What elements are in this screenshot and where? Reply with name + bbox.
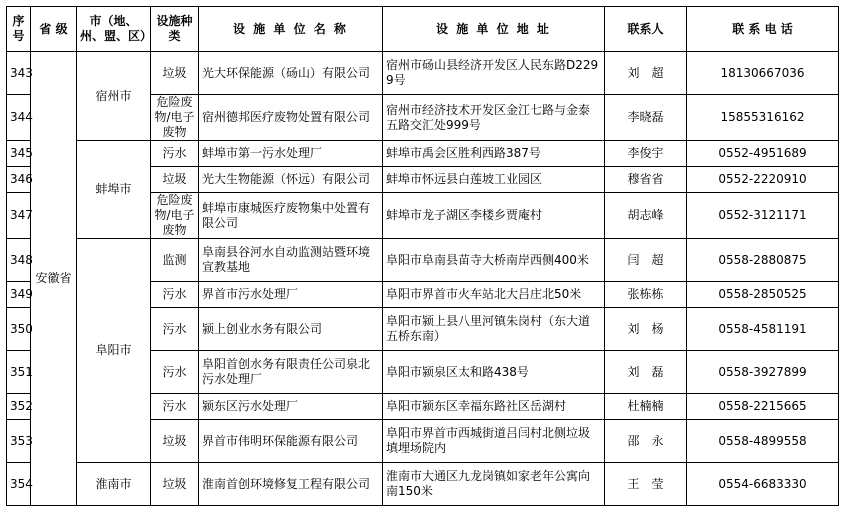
city-cell-huainan: 淮南市 [77,463,151,506]
row-type: 污水 [151,308,199,351]
row-type: 垃圾 [151,52,199,95]
row-seq: 351 [7,351,31,394]
row-type: 垃圾 [151,463,199,506]
row-name: 阜阳首创水务有限责任公司泉北污水处理厂 [199,351,383,394]
header-seq: 序号 [7,7,31,52]
row-type: 危险废物/电子废物 [151,193,199,239]
row-address: 蚌埠市禹会区胜利西路387号 [383,141,605,167]
row-name: 界首市伟明环保能源有限公司 [199,420,383,463]
row-name: 蚌埠市康城医疗废物集中处置有限公司 [199,193,383,239]
city-cell-bengbu: 蚌埠市 [77,141,151,239]
row-name: 宿州德邦医疗废物处置有限公司 [199,95,383,141]
row-name: 阜南县谷河水自动监测站暨环境宣教基地 [199,239,383,282]
row-seq: 347 [7,193,31,239]
header-city: 市（地、州、盟、区） [77,7,151,52]
row-contact: 邵 永 [605,420,687,463]
row-address: 阜阳市界首市火车站北大吕庄北50米 [383,282,605,308]
row-type: 污水 [151,351,199,394]
row-contact: 王 莹 [605,463,687,506]
row-phone: 0558-2850525 [687,282,839,308]
row-type: 危险废物/电子废物 [151,95,199,141]
row-address: 阜阳市颍泉区太和路438号 [383,351,605,394]
row-contact: 刘 超 [605,52,687,95]
row-contact: 刘 磊 [605,351,687,394]
header-name: 设 施 单 位 名 称 [199,7,383,52]
row-phone: 0558-2215665 [687,394,839,420]
row-phone: 18130667036 [687,52,839,95]
row-phone: 0558-4581191 [687,308,839,351]
row-type: 污水 [151,141,199,167]
row-contact: 刘 杨 [605,308,687,351]
row-phone: 0558-3927899 [687,351,839,394]
row-address: 阜阳市颍东区幸福东路社区岳湖村 [383,394,605,420]
table-row [7,463,839,506]
row-seq: 345 [7,141,31,167]
row-name: 颍上创业水务有限公司 [199,308,383,351]
row-address: 宿州市砀山县经济开发区人民东路D2299号 [383,52,605,95]
table-row [7,141,839,167]
row-address: 阜阳市阜南县苗寺大桥南岸西侧400米 [383,239,605,282]
row-seq: 354 [7,463,31,506]
row-seq: 346 [7,167,31,193]
row-contact: 穆省省 [605,167,687,193]
row-phone: 0558-2880875 [687,239,839,282]
header-province: 省 级 [31,7,77,52]
header-contact: 联系人 [605,7,687,52]
header-row [7,7,839,52]
row-address: 宿州市经济技术开发区金江七路与金泰五路交汇处999号 [383,95,605,141]
row-name: 光大生物能源（怀远）有限公司 [199,167,383,193]
row-contact: 胡志峰 [605,193,687,239]
row-address: 蚌埠市怀远县白莲坡工业园区 [383,167,605,193]
row-address: 阜阳市界首市西城街道吕闫村北侧垃圾填埋场院内 [383,420,605,463]
row-seq: 352 [7,394,31,420]
row-type: 垃圾 [151,420,199,463]
row-name: 蚌埠市第一污水处理厂 [199,141,383,167]
row-seq: 349 [7,282,31,308]
facility-table [6,6,839,506]
row-seq: 348 [7,239,31,282]
row-seq: 353 [7,420,31,463]
header-address: 设 施 单 位 地 址 [383,7,605,52]
row-contact: 李晓磊 [605,95,687,141]
city-cell-suzhou: 宿州市 [77,52,151,141]
row-phone: 15855316162 [687,95,839,141]
row-address: 淮南市大通区九龙岗镇如家老年公寓向南150米 [383,463,605,506]
row-phone: 0552-2220910 [687,167,839,193]
row-address: 蚌埠市龙子湖区李楼乡贾庵村 [383,193,605,239]
row-contact: 李俊宇 [605,141,687,167]
table-row [7,52,839,95]
table-row [7,239,839,282]
row-name: 光大环保能源（砀山）有限公司 [199,52,383,95]
row-name: 淮南首创环境修复工程有限公司 [199,463,383,506]
row-phone: 0558-4899558 [687,420,839,463]
city-cell-fuyang: 阜阳市 [77,239,151,463]
row-contact: 闫 超 [605,239,687,282]
row-type: 污水 [151,394,199,420]
province-cell: 安徽省 [31,52,77,506]
row-seq: 350 [7,308,31,351]
row-phone: 0552-4951689 [687,141,839,167]
row-type: 垃圾 [151,167,199,193]
row-seq: 344 [7,95,31,141]
row-contact: 张栋栋 [605,282,687,308]
row-name: 颍东区污水处理厂 [199,394,383,420]
row-name: 界首市污水处理厂 [199,282,383,308]
row-address: 阜阳市颍上县八里河镇朱岗村（东大道五桥东南） [383,308,605,351]
row-type: 污水 [151,282,199,308]
row-contact: 杜楠楠 [605,394,687,420]
header-type: 设施种类 [151,7,199,52]
row-seq: 343 [7,52,31,95]
row-type: 监测 [151,239,199,282]
row-phone: 0554-6683330 [687,463,839,506]
header-phone: 联 系 电 话 [687,7,839,52]
row-phone: 0552-3121171 [687,193,839,239]
